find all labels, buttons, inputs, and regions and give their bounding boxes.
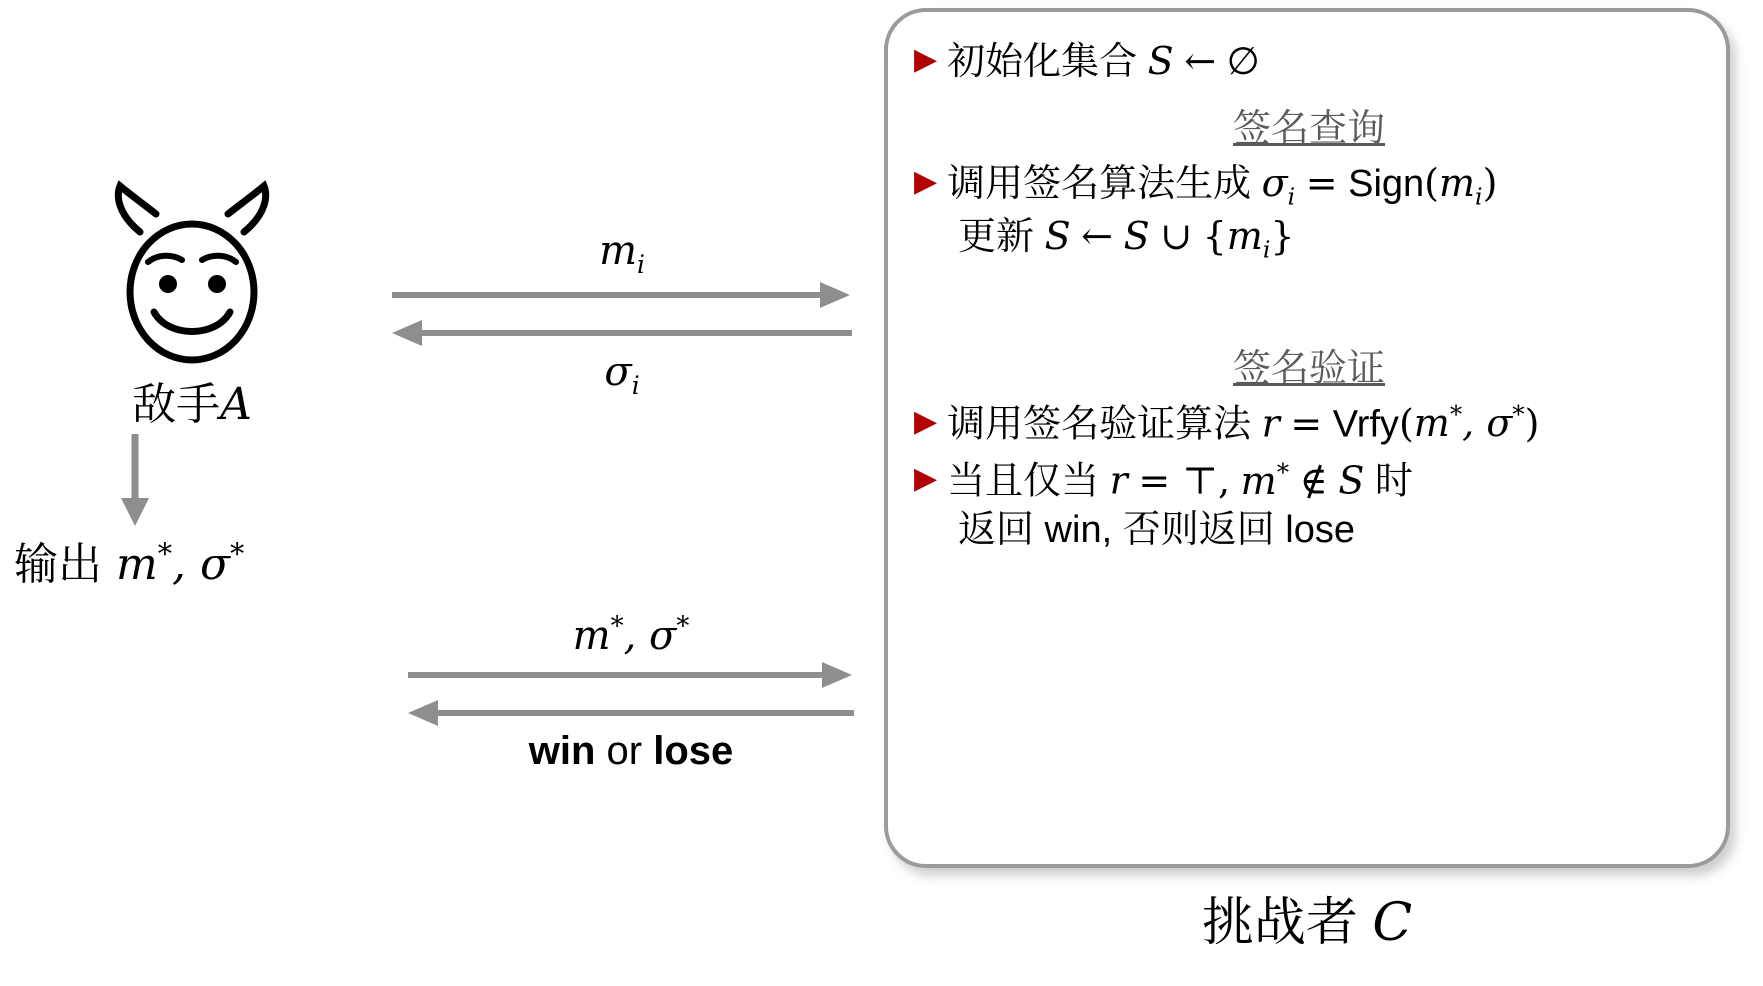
- challenger-caption: [884, 880, 1730, 955]
- result-or-label: or: [606, 729, 643, 774]
- challenger-caption-text: 挑战者: [1201, 894, 1358, 952]
- adversary-output: 输出 m*, σ*: [14, 536, 245, 590]
- challenger-caption-symbol: C: [1372, 893, 1413, 953]
- challenger-condition-result-text: 返回 win, 否则返回 lose: [958, 509, 1355, 552]
- challenger-sign-text: 调用签名算法生成 $\sigma_i$ = $Sign(m_i)$: [947, 160, 1498, 211]
- triangle-bullet-icon: ▶: [914, 43, 938, 76]
- arrow-pair-forgery: [408, 612, 854, 774]
- devil-face-icon: [102, 180, 282, 375]
- challenger-condition-text: 当且仅当 r = ⊤, m* ∉ S 时: [947, 456, 1413, 503]
- section-title-signature-query: 签名查询: [1232, 107, 1385, 150]
- arrow-label-result: [408, 729, 854, 774]
- triangle-bullet-icon: ▶: [914, 164, 938, 198]
- arrow-label-sigma-i: $\sigma_i$: [604, 349, 640, 400]
- result-win-label: win: [528, 729, 596, 774]
- challenger-init-text: 初始化集合 S ← ∅: [947, 39, 1260, 83]
- triangle-bullet-icon: ▶: [914, 461, 938, 495]
- arrow-label-mi: $m_i$: [599, 228, 645, 279]
- challenger-verify-text: 调用签名验证算法 r = Vrfy(m*, σ*): [947, 399, 1540, 446]
- adversary-group: [52, 180, 332, 429]
- challenger-condition-row: [914, 457, 1704, 506]
- arrow-left-result: [408, 699, 854, 729]
- arrow-right-mi: [392, 281, 852, 311]
- result-lose-label: lose: [653, 729, 734, 774]
- adversary-label-text: 敌手: [132, 380, 221, 429]
- arrow-left-sigma-i: [392, 319, 852, 349]
- challenger-verify-row: [914, 400, 1704, 449]
- arrow-right-forgery: [408, 661, 854, 691]
- arrow-label-forgery: m*, σ*: [572, 612, 690, 660]
- arrow-pair-signature-query: [392, 228, 852, 400]
- challenger-init-row: [914, 38, 1704, 87]
- challenger-box: [884, 8, 1730, 868]
- adversary-label: [52, 381, 332, 429]
- down-arrow-icon: [105, 432, 165, 528]
- adversary-label-symbol: A: [220, 379, 252, 430]
- triangle-bullet-icon: ▶: [914, 404, 938, 438]
- output-prefix: 输出: [14, 540, 102, 589]
- challenger-sign-row: [914, 160, 1704, 212]
- challenger-sign-update-text: 更新 S ← S ∪ $\{m_i\}$: [958, 213, 1295, 264]
- section-title-signature-verify: 签名验证: [1232, 347, 1385, 390]
